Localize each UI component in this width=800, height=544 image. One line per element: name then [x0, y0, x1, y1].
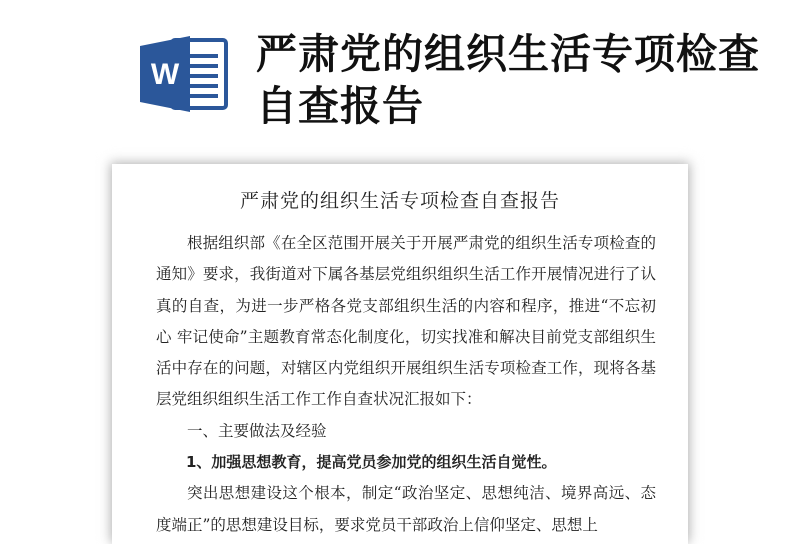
section-heading: 一、主要做法及经验	[187, 421, 327, 440]
document-body	[156, 228, 656, 541]
paragraph-intro: 根据组织部《在全区范围开展关于开展严肃党的组织生活专项检查的通知》要求，我街道对下属各基层党组织组织生活工作开展情况进行了认真的自查，为进一步严格各党支部组织生活的内容和程序，推进“不忘初心 牢记使命”主题教育常态化制度化，切实找准和解决目前党支部组织生活中存在的问题，对辖区内党组织开展组织生活专项检查工作，现将各基层党组织组织生活工作工作自查状况汇报如下：	[156, 234, 656, 409]
banner	[0, 0, 800, 170]
word-document-icon	[138, 34, 230, 114]
word-logo-letter: W	[150, 58, 180, 91]
page-headline: 严肃党的组织生活专项检查自查报告	[256, 30, 760, 130]
document-title: 严肃党的组织生活专项检查自查报告	[239, 190, 560, 212]
subsection-heading: 1、加强思想教育，提高党员参加党的组织生活自觉性。	[186, 453, 557, 472]
paragraph-body: 突出思想建设这个根本，制定“政治坚定、思想纯洁、境界高远、态度端正”的思想建设目标，要求党员干部政治上信仰坚定、思想上	[156, 484, 656, 534]
document-page	[112, 164, 688, 544]
